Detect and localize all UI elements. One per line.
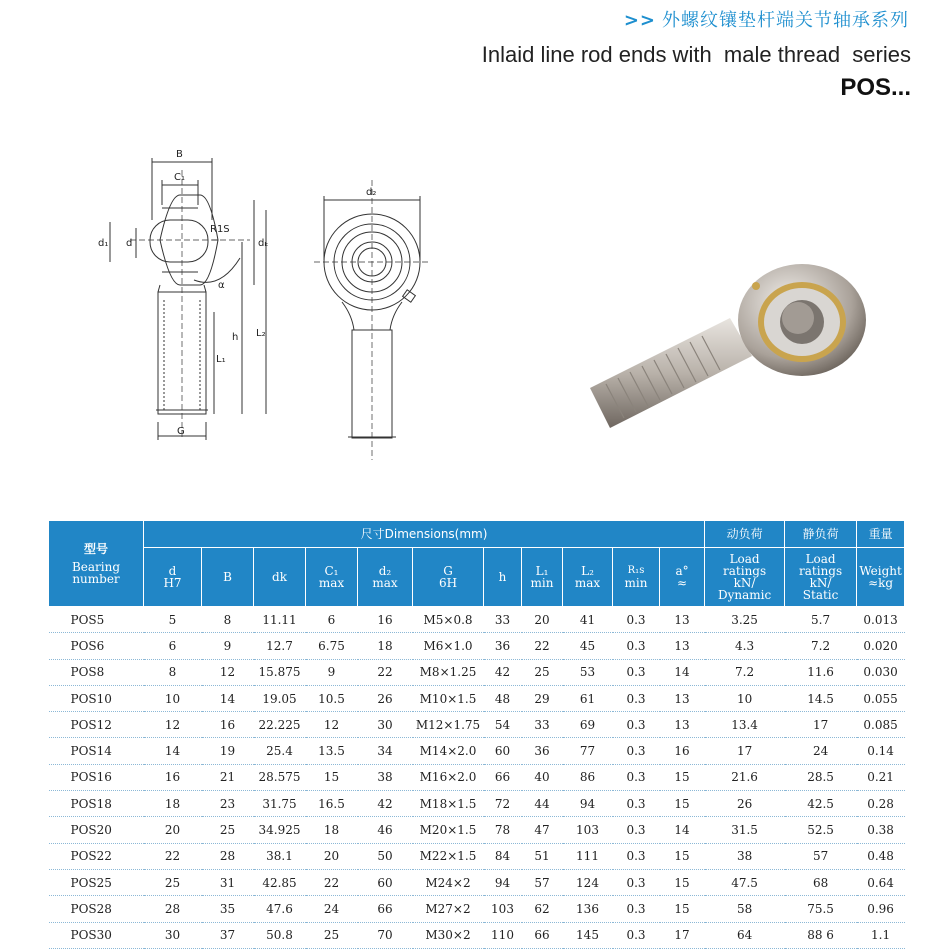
col-B-l1: B <box>223 570 232 584</box>
table-cell: 54 <box>484 712 522 738</box>
table-cell: 35 <box>202 896 254 922</box>
table-cell: 9 <box>202 633 254 659</box>
col-weight-l2: ≈kg <box>868 576 894 590</box>
table-cell: 50 <box>358 843 413 869</box>
table-cell-model: POS6 <box>49 633 144 659</box>
table-cell: M6×1.0 <box>413 633 484 659</box>
table-cell: 0.3 <box>613 738 660 764</box>
table-cell: 10 <box>144 685 202 711</box>
dimensions-group-header: 尺寸Dimensions(mm) <box>144 521 705 548</box>
table-cell: 8 <box>202 607 254 633</box>
table-cell: 57 <box>522 869 563 895</box>
product-photo <box>580 258 880 438</box>
specification-table <box>48 520 904 949</box>
col-B-header <box>202 548 254 607</box>
table-cell: 111 <box>563 843 613 869</box>
table-cell: 17 <box>705 738 785 764</box>
side-view-ball <box>150 220 208 262</box>
table-cell: 34.925 <box>254 817 306 843</box>
table-cell: 21.6 <box>705 764 785 790</box>
table-cell: 0.96 <box>857 896 905 922</box>
col-d-header <box>144 548 202 607</box>
table-cell: 16 <box>358 607 413 633</box>
table-cell: 34 <box>358 738 413 764</box>
table-cell: 24 <box>785 738 857 764</box>
table-cell-model: POS30 <box>49 922 144 948</box>
table-body <box>49 607 905 949</box>
table-cell: M27×2 <box>413 896 484 922</box>
table-cell: 0.64 <box>857 869 905 895</box>
table-cell: 29 <box>522 685 563 711</box>
col-d-l2: H7 <box>163 576 182 590</box>
table-cell: 18 <box>144 791 202 817</box>
table-cell: 13.5 <box>306 738 358 764</box>
table-row <box>49 685 905 711</box>
table-cell: 24 <box>306 896 358 922</box>
table-cell: 26 <box>358 685 413 711</box>
table-cell: M16×2.0 <box>413 764 484 790</box>
static-cn-header: 静负荷 <box>785 521 857 548</box>
table-cell: 22.225 <box>254 712 306 738</box>
table-cell: 14 <box>660 817 705 843</box>
table-row <box>49 922 905 948</box>
table-cell: 0.020 <box>857 633 905 659</box>
label-d2: d₂ <box>366 187 377 198</box>
table-cell: M14×2.0 <box>413 738 484 764</box>
table-cell: 0.3 <box>613 791 660 817</box>
table-cell: 6 <box>144 633 202 659</box>
table-cell: 0.3 <box>613 712 660 738</box>
table-cell: 72 <box>484 791 522 817</box>
table-cell: 15 <box>660 896 705 922</box>
table-cell: 61 <box>563 685 613 711</box>
table-cell: 1.1 <box>857 922 905 948</box>
table-cell: 47.6 <box>254 896 306 922</box>
table-cell: 5.7 <box>785 607 857 633</box>
table-cell: 9 <box>306 659 358 685</box>
table-cell: 11.6 <box>785 659 857 685</box>
label-G: G <box>177 426 185 437</box>
table-cell: 94 <box>563 791 613 817</box>
table-cell: 0.28 <box>857 791 905 817</box>
col-a-l2: ≈ <box>677 576 688 590</box>
table-cell: 66 <box>522 922 563 948</box>
col-static-l4: Static <box>802 588 839 602</box>
table-cell: 25 <box>522 659 563 685</box>
table-cell: 12 <box>202 659 254 685</box>
table-cell: 15 <box>660 869 705 895</box>
table-cell: 25 <box>144 869 202 895</box>
col-G-header <box>413 548 484 607</box>
double-chevron-icon: >> <box>623 10 656 31</box>
label-R1s: R1S <box>210 224 230 235</box>
table-cell: 51 <box>522 843 563 869</box>
table-cell: 22 <box>522 633 563 659</box>
table-cell: 60 <box>358 869 413 895</box>
table-cell: 12.7 <box>254 633 306 659</box>
table-cell: 50.8 <box>254 922 306 948</box>
col-dk-l1: dk <box>272 570 287 584</box>
table-cell: M18×1.5 <box>413 791 484 817</box>
table-cell: M22×1.5 <box>413 843 484 869</box>
table-cell: 103 <box>484 896 522 922</box>
table-cell: 13 <box>660 607 705 633</box>
col-static-header <box>785 548 857 607</box>
table-cell: 28 <box>202 843 254 869</box>
table-cell: 77 <box>563 738 613 764</box>
table-cell: 38 <box>358 764 413 790</box>
table-cell: 21 <box>202 764 254 790</box>
table-cell: 5 <box>144 607 202 633</box>
table-cell-model: POS18 <box>49 791 144 817</box>
table-cell: 64 <box>705 922 785 948</box>
table-cell: 23 <box>202 791 254 817</box>
table-cell: 31 <box>202 869 254 895</box>
table-cell: 0.38 <box>857 817 905 843</box>
table-cell-model: POS5 <box>49 607 144 633</box>
table-cell: 53 <box>563 659 613 685</box>
col-static-l1: Load <box>805 552 836 566</box>
col-L1-l1: L₁ <box>535 564 549 578</box>
table-cell: 14 <box>660 659 705 685</box>
col-dynamic-l4: Dynamic <box>717 588 772 602</box>
table-cell: 26 <box>705 791 785 817</box>
table-cell: 6 <box>306 607 358 633</box>
table-cell: 0.3 <box>613 764 660 790</box>
col-dynamic-l1: Load <box>729 552 760 566</box>
table-cell: 31.75 <box>254 791 306 817</box>
col-a-header <box>660 548 705 607</box>
col-d-l1: d <box>168 564 177 578</box>
col-weight-header <box>857 548 905 607</box>
weight-cn-header: 重量 <box>857 521 905 548</box>
table-cell: 12 <box>306 712 358 738</box>
table-cell: 38 <box>705 843 785 869</box>
table-cell: 14.5 <box>785 685 857 711</box>
table-cell: 84 <box>484 843 522 869</box>
table-cell: 28.5 <box>785 764 857 790</box>
table-cell: 57 <box>785 843 857 869</box>
col-C1-l2: max <box>318 576 345 590</box>
table-cell: 31.5 <box>705 817 785 843</box>
table-row <box>49 659 905 685</box>
table-cell: 45 <box>563 633 613 659</box>
table-cell: 22 <box>358 659 413 685</box>
table-cell: 16 <box>202 712 254 738</box>
table-row <box>49 738 905 764</box>
table-cell: 17 <box>785 712 857 738</box>
table-cell-model: POS22 <box>49 843 144 869</box>
col-C1-l1: C₁ <box>324 564 339 578</box>
table-cell: 13 <box>660 712 705 738</box>
col-R1s-header <box>613 548 660 607</box>
table-cell: 4.3 <box>705 633 785 659</box>
table-cell-model: POS8 <box>49 659 144 685</box>
col-model-cn: 型号 <box>83 541 108 556</box>
table-cell: 10 <box>705 685 785 711</box>
col-dynamic-header <box>705 548 785 607</box>
table-cell: 6.75 <box>306 633 358 659</box>
table-cell: 86 <box>563 764 613 790</box>
table-row <box>49 791 905 817</box>
table-cell: 66 <box>484 764 522 790</box>
table-cell: 0.055 <box>857 685 905 711</box>
col-model-en1: Bearing <box>71 559 121 574</box>
table-cell: M10×1.5 <box>413 685 484 711</box>
table-cell: 70 <box>358 922 413 948</box>
table-cell: 25 <box>202 817 254 843</box>
table-cell: 46 <box>358 817 413 843</box>
label-alpha: α <box>218 280 225 291</box>
table-cell: 16.5 <box>306 791 358 817</box>
dynamic-cn-header: 动负荷 <box>705 521 785 548</box>
table-cell-model: POS12 <box>49 712 144 738</box>
table-cell: 14 <box>202 685 254 711</box>
label-L2: L₂ <box>256 328 266 339</box>
table-cell: M24×2 <box>413 869 484 895</box>
table-cell: 33 <box>484 607 522 633</box>
table-cell: 12 <box>144 712 202 738</box>
col-G-l1: G <box>443 564 453 578</box>
table-row <box>49 843 905 869</box>
table-cell: 0.3 <box>613 922 660 948</box>
table-cell: 30 <box>144 922 202 948</box>
technical-drawing <box>90 140 450 470</box>
table-cell: 15 <box>660 843 705 869</box>
table-cell-model: POS16 <box>49 764 144 790</box>
col-L1-header <box>522 548 563 607</box>
col-d2-l1: d₂ <box>378 564 392 578</box>
table-cell: 13 <box>660 685 705 711</box>
table-cell: 7.2 <box>705 659 785 685</box>
table-cell: 44 <box>522 791 563 817</box>
table-cell: 36 <box>484 633 522 659</box>
table-cell: 20 <box>144 817 202 843</box>
col-dynamic-l2: ratings <box>723 564 767 578</box>
table-row <box>49 633 905 659</box>
col-h-l1: h <box>498 570 507 584</box>
table-cell: 110 <box>484 922 522 948</box>
table-cell: 8 <box>144 659 202 685</box>
table-cell-model: POS28 <box>49 896 144 922</box>
table-cell: 60 <box>484 738 522 764</box>
table-cell: 47 <box>522 817 563 843</box>
label-d1: d₁ <box>98 238 109 249</box>
table-cell: 20 <box>522 607 563 633</box>
table-cell: 20 <box>306 843 358 869</box>
table-cell: 0.3 <box>613 843 660 869</box>
table-cell: 37 <box>202 922 254 948</box>
table-cell: 18 <box>358 633 413 659</box>
col-G-l2: 6H <box>438 576 458 590</box>
table-cell: 19.05 <box>254 685 306 711</box>
table-row <box>49 869 905 895</box>
table-cell: 0.48 <box>857 843 905 869</box>
col-dk-header <box>254 548 306 607</box>
table-cell: 22 <box>144 843 202 869</box>
series-code: POS... <box>840 74 911 101</box>
col-L1-l2: min <box>530 576 554 590</box>
table-cell: 22 <box>306 869 358 895</box>
table-cell: 36 <box>522 738 563 764</box>
col-static-l3: kN/ <box>809 576 832 590</box>
label-B: B <box>176 149 183 160</box>
col-R1s-l2: min <box>624 576 648 590</box>
table-cell: 28 <box>144 896 202 922</box>
label-h: h <box>232 332 239 343</box>
table-cell: M12×1.75 <box>413 712 484 738</box>
table-cell: 0.3 <box>613 869 660 895</box>
table-cell: 0.3 <box>613 685 660 711</box>
table-cell: 42.85 <box>254 869 306 895</box>
table-cell: 0.3 <box>613 607 660 633</box>
table-cell: 103 <box>563 817 613 843</box>
series-title-cn <box>624 6 909 32</box>
table-cell: 0.21 <box>857 764 905 790</box>
series-title-en: Inlaid line rod ends with male thread series <box>481 42 911 67</box>
table-row <box>49 607 905 633</box>
table-cell: 0.3 <box>613 633 660 659</box>
col-model-header <box>49 521 144 607</box>
col-dynamic-l3: kN/ <box>733 576 756 590</box>
col-d2-l2: max <box>372 576 398 590</box>
table-cell-model: POS20 <box>49 817 144 843</box>
table-cell: 41 <box>563 607 613 633</box>
table-row <box>49 712 905 738</box>
label-C1: C₁ <box>174 172 185 183</box>
table-cell: 17 <box>660 922 705 948</box>
table-cell: 28.575 <box>254 764 306 790</box>
col-weight-l1: Weight <box>859 564 902 578</box>
table-row <box>49 896 905 922</box>
table-cell: 13 <box>660 633 705 659</box>
table-cell: 136 <box>563 896 613 922</box>
label-d: d <box>126 238 133 249</box>
table-cell: 0.085 <box>857 712 905 738</box>
table-cell: 7.2 <box>785 633 857 659</box>
table-cell: 52.5 <box>785 817 857 843</box>
table-cell: 16 <box>144 764 202 790</box>
col-R1s-l1: R₁s <box>627 565 645 576</box>
table-cell: 42 <box>358 791 413 817</box>
table-cell: 33 <box>522 712 563 738</box>
col-L2-header <box>563 548 613 607</box>
label-L1: L₁ <box>216 354 226 365</box>
col-C1-header <box>306 548 358 607</box>
table-cell: 13.4 <box>705 712 785 738</box>
table-cell: 3.25 <box>705 607 785 633</box>
table-cell: 124 <box>563 869 613 895</box>
table-cell: 62 <box>522 896 563 922</box>
table-cell: 30 <box>358 712 413 738</box>
table-cell: 0.013 <box>857 607 905 633</box>
table-cell: 47.5 <box>705 869 785 895</box>
table-cell: 145 <box>563 922 613 948</box>
table-cell: 15.875 <box>254 659 306 685</box>
table-row <box>49 764 905 790</box>
col-static-l2: ratings <box>799 564 843 578</box>
table-row <box>49 817 905 843</box>
col-h-header <box>484 548 522 607</box>
table-cell: 38.1 <box>254 843 306 869</box>
table-cell: 66 <box>358 896 413 922</box>
col-d2-header <box>358 548 413 607</box>
table-cell: 69 <box>563 712 613 738</box>
table-cell: M20×1.5 <box>413 817 484 843</box>
title-cn-text: 外螺纹镶垫杆端关节轴承系列 <box>662 10 909 31</box>
col-L2-l1: L₂ <box>581 564 594 578</box>
table-cell: M5×0.8 <box>413 607 484 633</box>
table-cell: 0.3 <box>613 659 660 685</box>
table-cell: 15 <box>306 764 358 790</box>
table-cell: 14 <box>144 738 202 764</box>
col-a-l1: a° <box>675 564 689 578</box>
table-cell: 15 <box>660 791 705 817</box>
table-cell-model: POS14 <box>49 738 144 764</box>
threaded-shank <box>590 318 752 428</box>
table-cell: 58 <box>705 896 785 922</box>
table-cell: 25.4 <box>254 738 306 764</box>
table-cell: 0.14 <box>857 738 905 764</box>
table-cell: 94 <box>484 869 522 895</box>
table-cell: 15 <box>660 764 705 790</box>
table-cell: 25 <box>306 922 358 948</box>
table-cell: 11.11 <box>254 607 306 633</box>
table-cell: 18 <box>306 817 358 843</box>
table-cell: 68 <box>785 869 857 895</box>
col-model-en2: number <box>72 571 120 586</box>
table-cell: 42 <box>484 659 522 685</box>
table-cell: 78 <box>484 817 522 843</box>
table-cell: 16 <box>660 738 705 764</box>
table-cell: M8×1.25 <box>413 659 484 685</box>
table-cell: 10.5 <box>306 685 358 711</box>
table-cell: 48 <box>484 685 522 711</box>
table-cell: 40 <box>522 764 563 790</box>
table-cell: 19 <box>202 738 254 764</box>
table-cell: 88 6 <box>785 922 857 948</box>
table-cell: 0.030 <box>857 659 905 685</box>
table-cell: 0.3 <box>613 817 660 843</box>
table-cell: 75.5 <box>785 896 857 922</box>
col-L2-l2: max <box>574 576 601 590</box>
label-dk: dₖ <box>258 238 269 249</box>
table-cell-model: POS10 <box>49 685 144 711</box>
table-cell-model: POS25 <box>49 869 144 895</box>
table-cell: 0.3 <box>613 896 660 922</box>
table-cell: 42.5 <box>785 791 857 817</box>
table-cell: M30×2 <box>413 922 484 948</box>
